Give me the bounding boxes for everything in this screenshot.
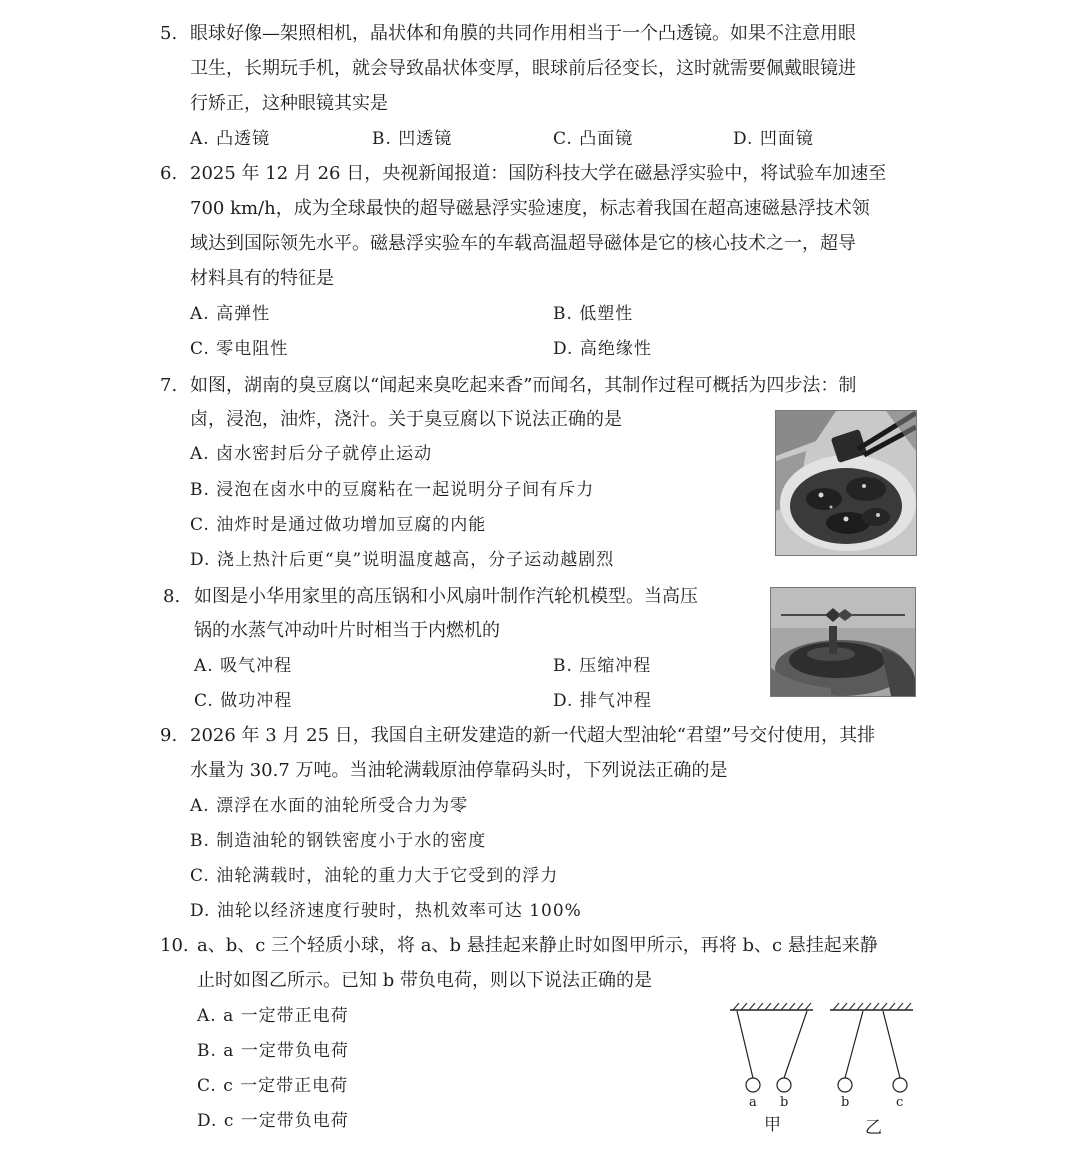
question-9-option-a: A. 漂浮在水面的油轮所受合力为零 (190, 796, 469, 816)
question-10-number: 10. (160, 935, 189, 956)
question-5-text-line: 行矫正，这种眼镜其实是 (190, 93, 388, 114)
pressure-cooker-photo (770, 587, 916, 697)
question-10-text-line: 止时如图乙所示。已知 b 带负电荷，则以下说法正确的是 (197, 970, 652, 991)
question-6-option-c: C. 零电阻性 (190, 339, 289, 359)
question-5-number: 5. (160, 23, 178, 44)
question-10-text-line: a、b、c 三个轻质小球，将 a、b 悬挂起来静止时如图甲所示，再将 b、c 悬挂起来静 (197, 935, 878, 956)
ceiling-right-hatch (833, 1003, 911, 1010)
question-8-option-a: A. 吸气冲程 (194, 656, 293, 676)
question-7-option-d: D. 浇上热汁后更“臭”说明温度越高，分子运动越剧烈 (190, 550, 615, 570)
question-9-number: 9. (160, 725, 178, 746)
question-6-option-a: A. 高弹性 (190, 304, 271, 324)
charged-balls-diagram (725, 1000, 915, 1145)
label-ball-b-left: b (780, 1095, 789, 1110)
question-8-option-c: C. 做功冲程 (194, 691, 293, 711)
question-6-number: 6. (160, 163, 178, 184)
pressure-cooker-image (771, 588, 915, 696)
question-8-number: 8. (163, 586, 181, 607)
thread-a (737, 1011, 753, 1078)
label-ball-a: a (749, 1095, 757, 1110)
question-6-text-line: 700 km/h，成为全球最快的超导磁悬浮实验速度，标志着我国在超高速磁悬浮技术领 (190, 198, 870, 219)
question-7-number: 7. (160, 375, 178, 396)
question-5-option-d: D. 凹面镜 (733, 129, 814, 149)
charged-balls-figure (725, 1000, 915, 1145)
ball-b-right (838, 1078, 852, 1092)
question-8-text-line: 锅的水蒸气冲动叶片时相当于内燃机的 (194, 620, 500, 641)
question-7-text-line: 卤，浸泡，油炸，浇汁。关于臭豆腐以下说法正确的是 (190, 409, 622, 430)
stinky-tofu-image (776, 411, 916, 555)
question-8-option-d: D. 排气冲程 (553, 691, 652, 711)
question-9-text-line: 2026 年 3 月 25 日，我国自主研发建造的新一代超大型油轮“君望”号交付使用，其排 (190, 725, 876, 746)
thread-b-right (845, 1011, 863, 1078)
question-6-text-line: 材料具有的特征是 (190, 268, 334, 289)
question-9-text-line: 水量为 30.7 万吨。当油轮满载原油停靠码头时，下列说法正确的是 (190, 760, 728, 781)
question-10-option-c: C. c 一定带正电荷 (197, 1076, 349, 1096)
question-5-option-b: B. 凹透镜 (372, 129, 453, 149)
question-6-option-b: B. 低塑性 (553, 304, 634, 324)
question-8-text-line: 如图是小华用家里的高压锅和小风扇叶制作汽轮机模型。当高压 (194, 586, 698, 607)
question-9-option-c: C. 油轮满载时，油轮的重力大于它受到的浮力 (190, 866, 559, 886)
question-10-option-b: B. a 一定带负电荷 (197, 1041, 349, 1061)
question-5-option-c: C. 凸面镜 (553, 129, 634, 149)
ball-b-left (777, 1078, 791, 1092)
question-7-option-c: C. 油炸时是通过做功增加豆腐的内能 (190, 515, 487, 535)
question-6-text-line: 域达到国际领先水平。磁悬浮实验车的车载高温超导磁体是它的核心技术之一，超导 (190, 233, 856, 254)
question-7-text-line: 如图，湖南的臭豆腐以“闻起来臭吃起来香”而闻名，其制作过程可概括为四步法：制 (190, 375, 857, 396)
diagram-title-jia: 甲 (764, 1115, 781, 1135)
question-10-option-d: D. c 一定带负电荷 (197, 1111, 349, 1131)
ball-a (746, 1078, 760, 1092)
question-6-text-line: 2025 年 12 月 26 日，央视新闻报道：国防科技大学在磁悬浮实验中，将试验车加速至 (190, 163, 887, 184)
question-9-option-b: B. 制造油轮的钢铁密度小于水的密度 (190, 831, 487, 851)
question-7-option-b: B. 浸泡在卤水中的豆腐粘在一起说明分子间有斥力 (190, 480, 595, 500)
thread-b-left (784, 1011, 807, 1078)
thread-c (883, 1011, 900, 1078)
question-5-option-a: A. 凸透镜 (190, 129, 271, 149)
ball-c (893, 1078, 907, 1092)
label-ball-b-right: b (841, 1095, 850, 1110)
label-ball-c: c (896, 1095, 904, 1110)
question-10-option-a: A. a 一定带正电荷 (197, 1006, 349, 1026)
question-7-option-a: A. 卤水密封后分子就停止运动 (190, 444, 433, 464)
question-9-option-d: D. 油轮以经济速度行驶时，热机效率可达 100% (190, 901, 582, 921)
diagram-title-yi: 乙 (865, 1118, 882, 1138)
question-6-option-d: D. 高绝缘性 (553, 339, 652, 359)
stinky-tofu-photo (775, 410, 917, 556)
question-8-option-b: B. 压缩冲程 (553, 656, 652, 676)
ceiling-left-hatch (733, 1003, 811, 1010)
question-5-text-line: 卫生，长期玩手机，就会导致晶状体变厚，眼球前后径变长，这时就需要佩戴眼镜进 (190, 58, 856, 79)
question-5-text-line: 眼球好像—架照相机，晶状体和角膜的共同作用相当于一个凸透镜。如果不注意用眼 (190, 23, 856, 44)
